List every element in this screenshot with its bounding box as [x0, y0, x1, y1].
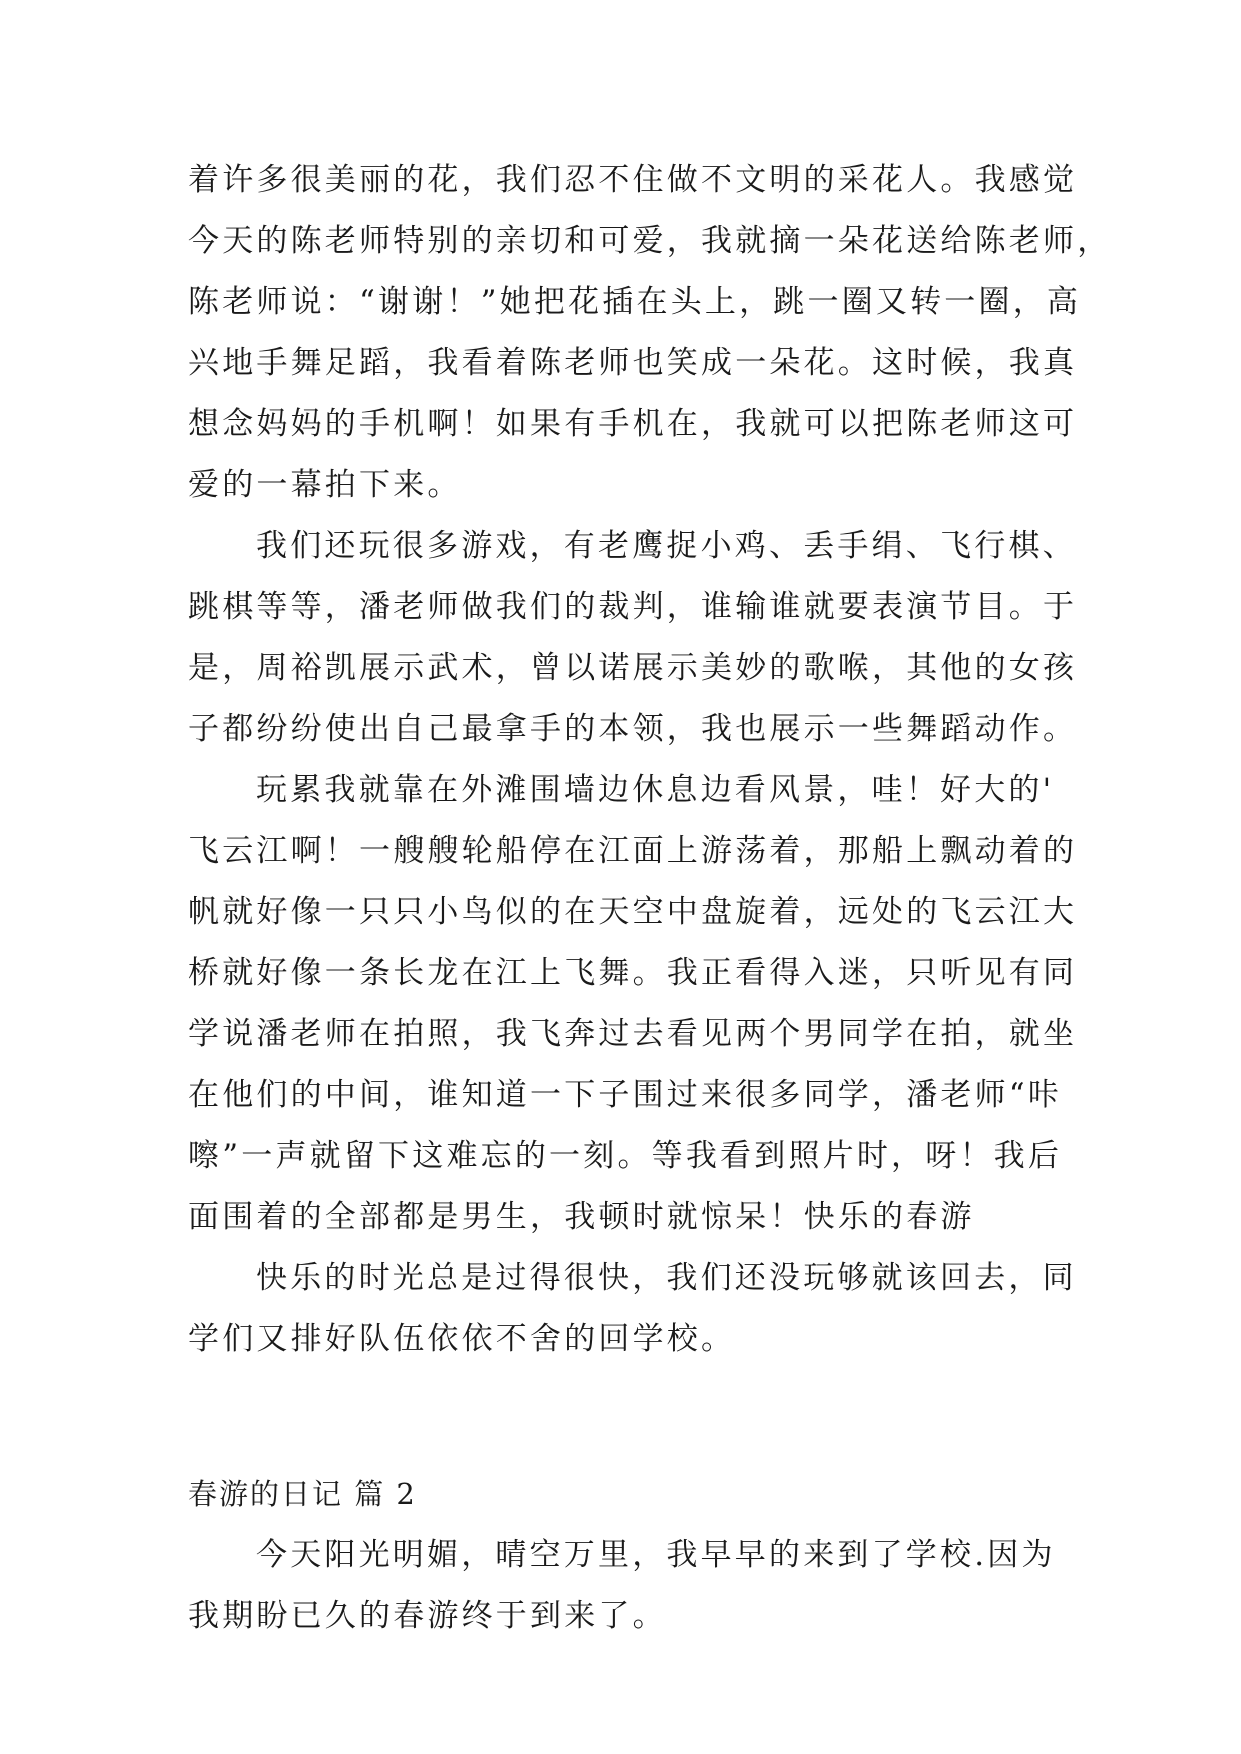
text-line: 想念妈妈的手机啊！如果有手机在，我就可以把陈老师这可: [188, 406, 1078, 442]
text-line: 飞云江啊！一艘艘轮船停在江面上游荡着，那船上飘动着的: [188, 833, 1078, 869]
text-line: 我们还玩很多游戏，有老鹰捉小鸡、丢手绢、飞行棋、: [256, 528, 1077, 564]
text-line: 桥就好像一条长龙在江上飞舞。我正看得入迷，只听见有同: [188, 955, 1078, 991]
text-line: 跳棋等等，潘老师做我们的裁判，谁输谁就要表演节目。于: [188, 589, 1078, 625]
text-line: 学们又排好队伍依依不舍的回学校。: [188, 1321, 736, 1357]
section-spacer: [188, 1370, 1068, 1464]
text-line: 兴地手舞足蹈，我看着陈老师也笑成一朵花。这时候，我真: [188, 345, 1078, 381]
document-page: [188, 150, 1112, 1647]
text-line: 是，周裕凯展示武术，曾以诺展示美妙的歌喉，其他的女孩: [188, 650, 1078, 686]
text-line: 我期盼已久的春游终于到来了。: [188, 1598, 667, 1634]
text-line: 爱的一幕拍下来。: [188, 467, 462, 503]
text-line: 帆就好像一只只小鸟似的在天空中盘旋着，远处的飞云江大: [188, 894, 1078, 930]
text-line: 在他们的中间，谁知道一下子围过来很多同学，潘老师“咔: [188, 1077, 1063, 1113]
text-line: 今天阳光明媚，晴空万里，我早早的来到了学校.因为: [256, 1537, 1056, 1573]
text-line: 今天的陈老师特别的亲切和可爱，我就摘一朵花送给陈老师，: [188, 223, 1112, 259]
text-line: 学说潘老师在拍照，我飞奔过去看见两个男同学在拍，就坐: [188, 1016, 1078, 1052]
text-line: 面围着的全部都是男生，我顿时就惊呆！快乐的春游: [188, 1199, 975, 1235]
text-line: 陈老师说：“谢谢！”她把花插在头上，跳一圈又转一圈，高: [188, 284, 1082, 320]
text-line: 着许多很美丽的花，我们忍不住做不文明的采花人。我感觉: [188, 162, 1078, 198]
text-line: 快乐的时光总是过得很快，我们还没玩够就该回去，同: [256, 1260, 1077, 1296]
text-line: 玩累我就靠在外滩围墙边休息边看风景，哇！好大的': [256, 772, 1055, 808]
section-heading: 春游的日记 篇 2: [188, 1477, 417, 1511]
text-line: 子都纷纷使出自己最拿手的本领，我也展示一些舞蹈动作。: [188, 711, 1078, 747]
text-line: 嚓”一声就留下这难忘的一刻。等我看到照片时，呀！我后: [188, 1138, 1063, 1174]
